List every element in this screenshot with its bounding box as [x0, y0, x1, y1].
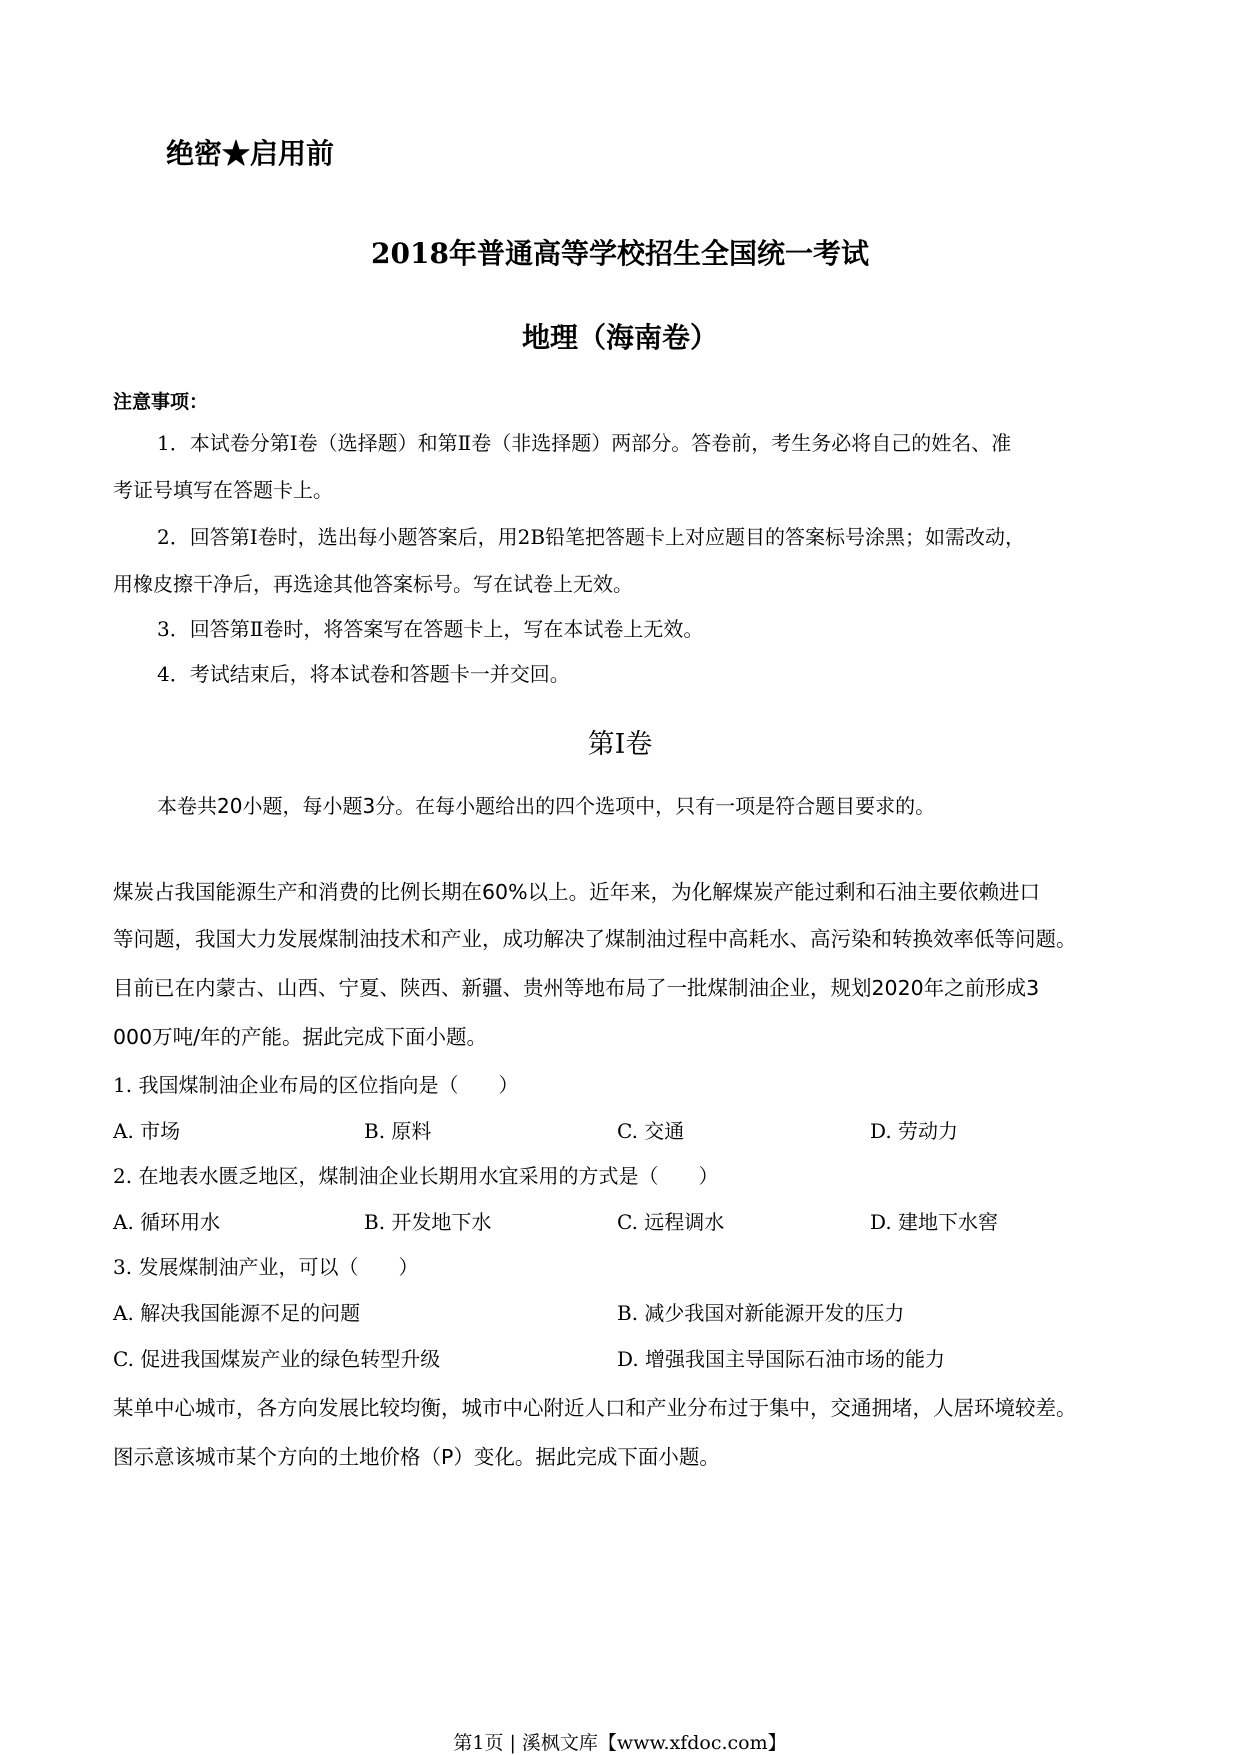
question-3-option-a: A. 解决我国能源不足的问题: [113, 1301, 361, 1325]
exam-subtitle: 地理（海南卷）: [521, 321, 718, 354]
question-2-option-a: A. 循环用水: [113, 1210, 221, 1234]
question-2-option-b: B. 开发地下水: [364, 1210, 492, 1234]
secret-label: 绝密★启用前: [166, 137, 335, 170]
notice-item-4: 4．考试结束后，将本试卷和答题卡一并交回。: [157, 662, 570, 686]
question-3-option-b: B. 减少我国对新能源开发的压力: [617, 1301, 905, 1325]
notice-item-1-line-2: 考证号填写在答题卡上。: [113, 478, 333, 502]
question-2-option-d: D. 建地下水窖: [870, 1210, 999, 1234]
notice-item-2-line-2: 用橡皮擦干净后，再选途其他答案标号。写在试卷上无效。: [113, 572, 633, 596]
question-3-option-d: D. 增强我国主导国际石油市场的能力: [617, 1347, 946, 1371]
passage-1-line-3: 目前已在内蒙古、山西、宁夏、陕西、新疆、贵州等地布局了一批煤制油企业，规划2020年之前形成3: [113, 976, 1040, 1000]
passage-1-line-4: 000万吨/年的产能。据此完成下面小题。: [113, 1025, 488, 1049]
page-footer: 第1页 | 溪枫文库【www.xfdoc.com】: [453, 1732, 787, 1754]
question-2-option-c: C. 远程调水: [617, 1210, 725, 1234]
notice-heading: 注意事项：: [113, 391, 209, 413]
passage-2-line-1: 某单中心城市，各方向发展比较均衡，城市中心附近人口和产业分布过于集中，交通拥堵，人居环境较差。: [113, 1396, 1077, 1420]
question-1-option-c: C. 交通: [617, 1119, 685, 1143]
question-2-stem: 2. 在地表水匮乏地区，煤制油企业长期用水宜采用的方式是（ ）: [113, 1164, 719, 1188]
question-1-stem: 1. 我国煤制油企业布局的区位指向是（ ）: [113, 1073, 519, 1097]
question-1-option-b: B. 原料: [364, 1119, 432, 1143]
passage-2-line-2: 图示意该城市某个方向的土地价格（P）变化。据此完成下面小题。: [113, 1445, 720, 1469]
section-title: 第Ⅰ卷: [587, 729, 653, 760]
section-description: 本卷共20小题，每小题3分。在每小题给出的四个选项中，只有一项是符合题目要求的。: [157, 794, 936, 818]
exam-title: 2018年普通高等学校招生全国统一考试: [371, 237, 869, 270]
notice-item-2-line-1: 2．回答第Ⅰ卷时，选出每小题答案后，用2B铅笔把答题卡上对应题目的答案标号涂黑；如需改动，: [157, 525, 1026, 549]
question-3-stem: 3. 发展煤制油产业，可以（ ）: [113, 1255, 419, 1279]
passage-1-line-1: 煤炭占我国能源生产和消费的比例长期在60%以上。近年来，为化解煤炭产能过剩和石油主要依赖进口: [113, 880, 1041, 904]
notice-item-3: 3．回答第Ⅱ卷时，将答案写在答题卡上，写在本试卷上无效。: [157, 617, 704, 641]
question-3-option-c: C. 促进我国煤炭产业的绿色转型升级: [113, 1347, 441, 1371]
notice-item-1-line-1: 1．本试卷分第Ⅰ卷（选择题）和第Ⅱ卷（非选择题）两部分。答卷前，考生务必将自己的姓名、准: [157, 431, 1012, 455]
question-1-option-a: A. 市场: [113, 1119, 181, 1143]
passage-1-line-2: 等问题，我国大力发展煤制油技术和产业，成功解决了煤制油过程中高耗水、高污染和转换效率低等问题。: [113, 927, 1077, 951]
question-1-option-d: D. 劳动力: [870, 1119, 959, 1143]
